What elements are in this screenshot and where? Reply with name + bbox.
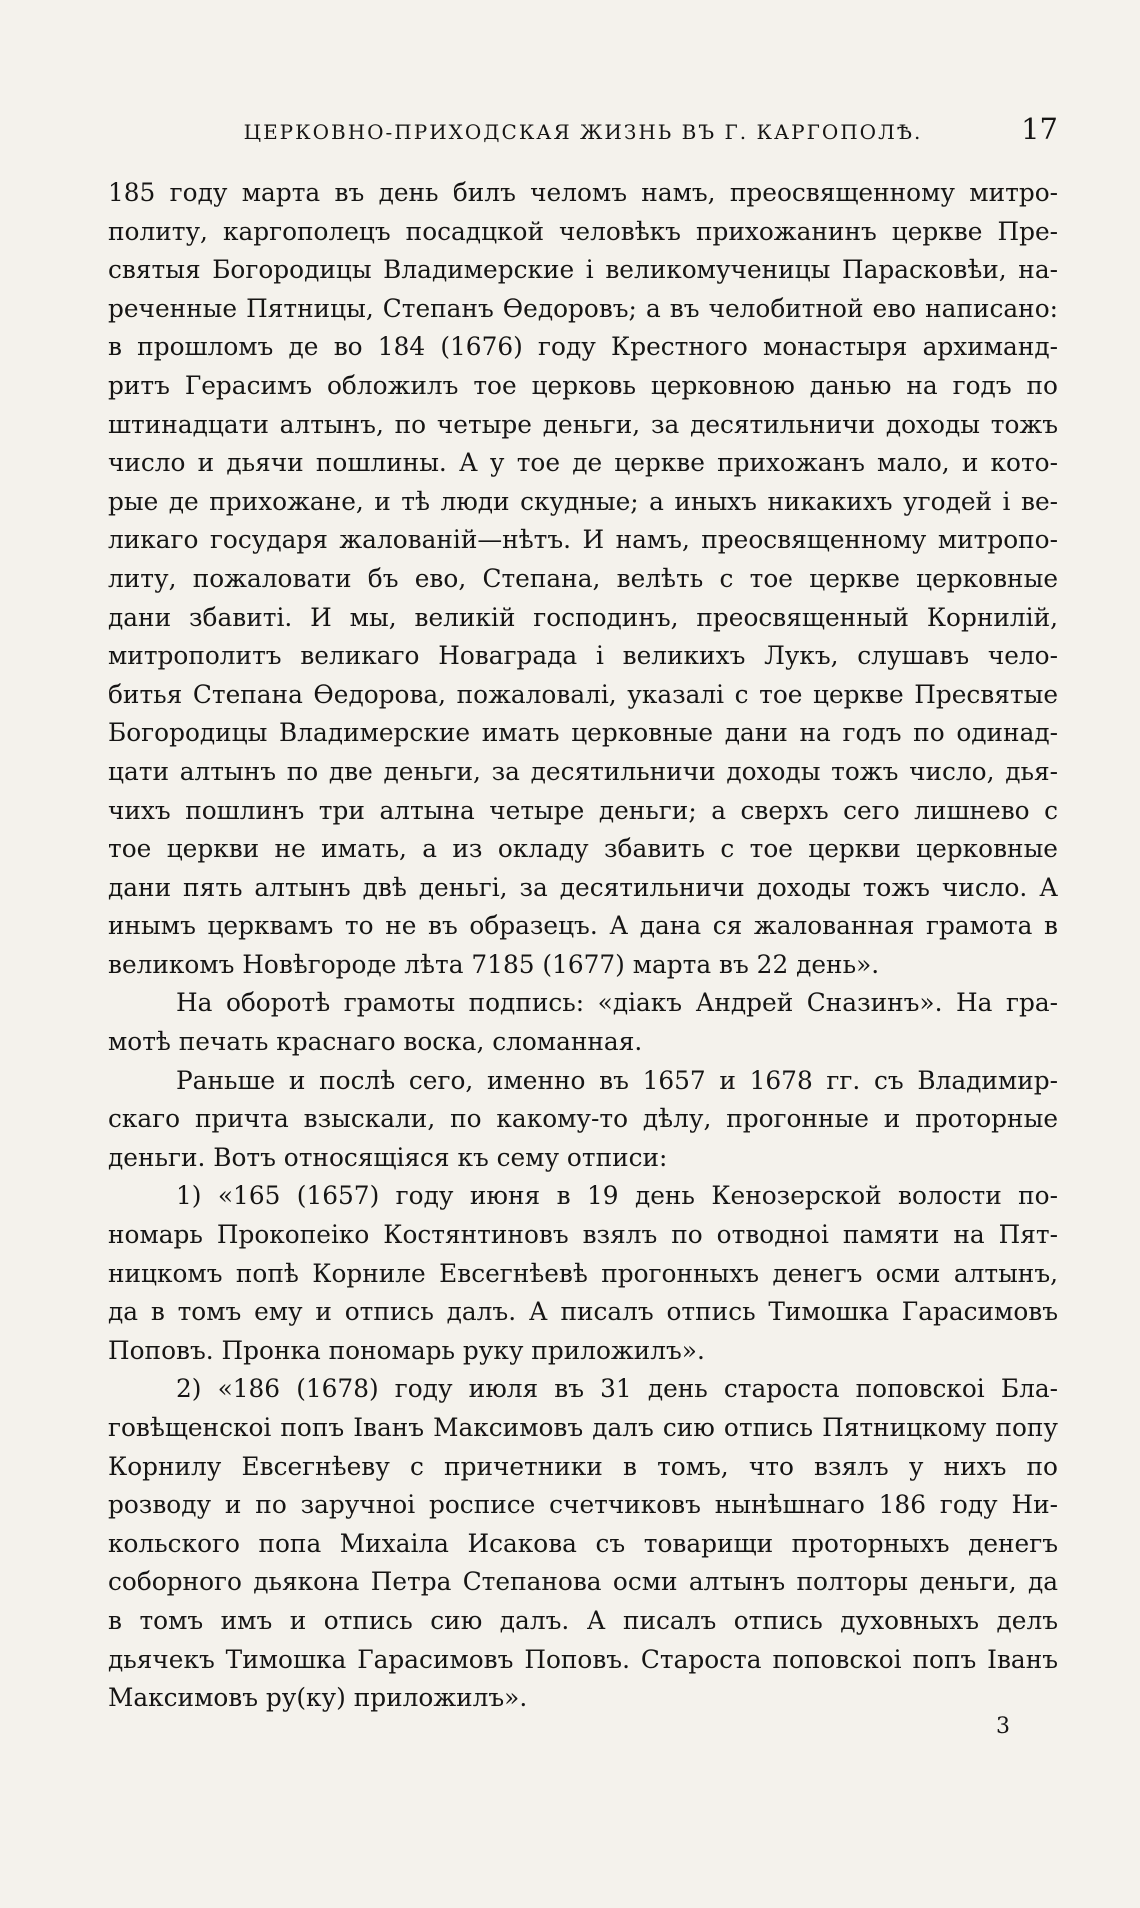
text-line: число и дьячи пошлины. А у тое де церкве прихожанъ мало, и кото- — [108, 448, 1058, 478]
text-line: да в томъ ему и отпись далъ. А писалъ отпись Тимошка Гарасимовъ — [108, 1297, 1058, 1327]
text-line: ликаго государя жалованій—нѣтъ. И намъ, преосвященному митропо- — [108, 525, 1058, 555]
text-line: ницкомъ попѣ Корниле Евсегнѣевѣ прогонныхъ денегъ осми алтынъ, — [108, 1258, 1058, 1288]
text-line: Поповъ. Пронка пономарь руку приложилъ». — [108, 1335, 705, 1365]
text-line: розводу и по заручноі росписе счетчиковъ нынѣшнаго 186 году Ни- — [108, 1490, 1058, 1520]
text-line: Раньше и послѣ сего, именно въ 1657 и 1678 гг. съ Владимир- — [176, 1065, 1058, 1095]
text-line: в томъ имъ и отпись сию далъ. А писалъ отпись духовныхъ делъ — [108, 1605, 1058, 1635]
text-line: святыя Богородицы Владимерские і великомученицы Парасковѣи, на- — [108, 255, 1058, 285]
text-line: ритъ Герасимъ обложилъ тое церковь церковною данью на годъ по — [108, 370, 1058, 400]
text-line: чихъ пошлинъ три алтына четыре деньги; а сверхъ сего лишнево с — [108, 795, 1058, 825]
text-line: дьячекъ Тимошка Гарасимовъ Поповъ. Староста поповскоі попъ Іванъ — [108, 1644, 1058, 1674]
text-line: инымъ церквамъ то не въ образецъ. А дана ся жалованная грамота в — [108, 911, 1058, 941]
text-line: политу, каргополецъ посадцкой человѣкъ прихожанинъ церкве Пре- — [108, 216, 1058, 246]
text-line: деньги. Вотъ относящіяся къ сему отписи: — [108, 1142, 668, 1172]
running-title: ЦЕРКОВНО-ПРИХОДСКАЯ ЖИЗНЬ ВЪ Г. КАРГОПОЛѢ. — [243, 120, 923, 144]
text-line: Максимовъ ру(ку) приложилъ». — [108, 1683, 528, 1713]
paragraph — [108, 984, 1058, 1061]
text-line: Корнилу Евсегнѣеву с причетники в томъ, что взялъ у нихъ по — [108, 1451, 1058, 1481]
text-line: скаго причта взыскали, по какому-то дѣлу, прогонные и проторные — [108, 1104, 1058, 1134]
text-line: реченные Пятницы, Степанъ Ѳедоровъ; а въ челобитной ево написано: — [108, 293, 1058, 323]
text-line: в прошломъ де во 184 (1676) году Крестного монастыря архиманд- — [108, 332, 1058, 362]
text-line: кольского попа Михаіла Исакова съ товарищи проторныхъ денегъ — [108, 1528, 1058, 1558]
text-line: литу, пожаловати бъ ево, Степана, велѣть с тое церкве церковные — [108, 563, 1058, 593]
text-line: На оборотѣ грамоты подпись: «діакъ Андрей Сназинъ». На гра- — [176, 988, 1058, 1018]
text-line: Богородицы Владимерские имать церковные дани на годъ по одинад- — [108, 718, 1058, 748]
text-line: битья Степана Ѳедорова, пожаловалі, указалі с тое церкве Пресвятые — [108, 679, 1058, 709]
text-line: цати алтынъ по две деньги, за десятильничи доходы тожъ число, дья- — [108, 756, 1058, 786]
paragraph — [108, 174, 1058, 984]
text-line: соборного дьякона Петра Степанова осми алтынъ полторы деньги, да — [108, 1567, 1058, 1597]
text-line: мотѣ печать краснаго воска, сломанная. — [108, 1027, 643, 1057]
text-line: 185 году марта въ день билъ челомъ намъ, преосвященному митро- — [108, 178, 1058, 207]
paragraph — [108, 1062, 1058, 1178]
text-line: говѣщенскоі попъ Іванъ Максимовъ далъ сию отпись Пятницкому попу — [108, 1413, 1058, 1442]
text-line: митрополитъ великаго Новаграда і великихъ Лукъ, слушавъ чело- — [108, 641, 1058, 671]
text-line: дани пять алтынъ двѣ деньгі, за десятильничи доходы тожъ число. А — [108, 872, 1058, 902]
paragraph — [108, 1177, 1058, 1370]
signature-mark: 3 — [996, 1714, 1010, 1739]
text-line: рые де прихожане, и тѣ люди скудные; а иныхъ никакихъ угодей і ве- — [108, 486, 1058, 516]
text-line: штинадцати алтынъ, по четыре деньги, за десятильничи доходы тожъ — [108, 409, 1058, 439]
text-line: номарь Прокопеіко Костянтиновъ взялъ по отводноі памяти на Пят- — [108, 1220, 1058, 1250]
paragraph — [108, 1370, 1058, 1717]
text-line: тое церкви не имать, а из окладу збавить с тое церкви церковные — [108, 834, 1058, 864]
text-line: 2) «186 (1678) году июля въ 31 день староста поповскоі Бла- — [176, 1374, 1058, 1404]
text-line: 1) «165 (1657) году июня в 19 день Кенозерской волости по- — [176, 1181, 1058, 1211]
body-text — [108, 174, 1058, 1718]
text-line: великомъ Новѣгороде лѣта 7185 (1677) марта въ 22 день». — [108, 949, 880, 979]
page-number: 17 — [1021, 112, 1058, 146]
text-line: дани збавиті. И мы, великій господинъ, преосвященный Корнилій, — [108, 602, 1058, 632]
